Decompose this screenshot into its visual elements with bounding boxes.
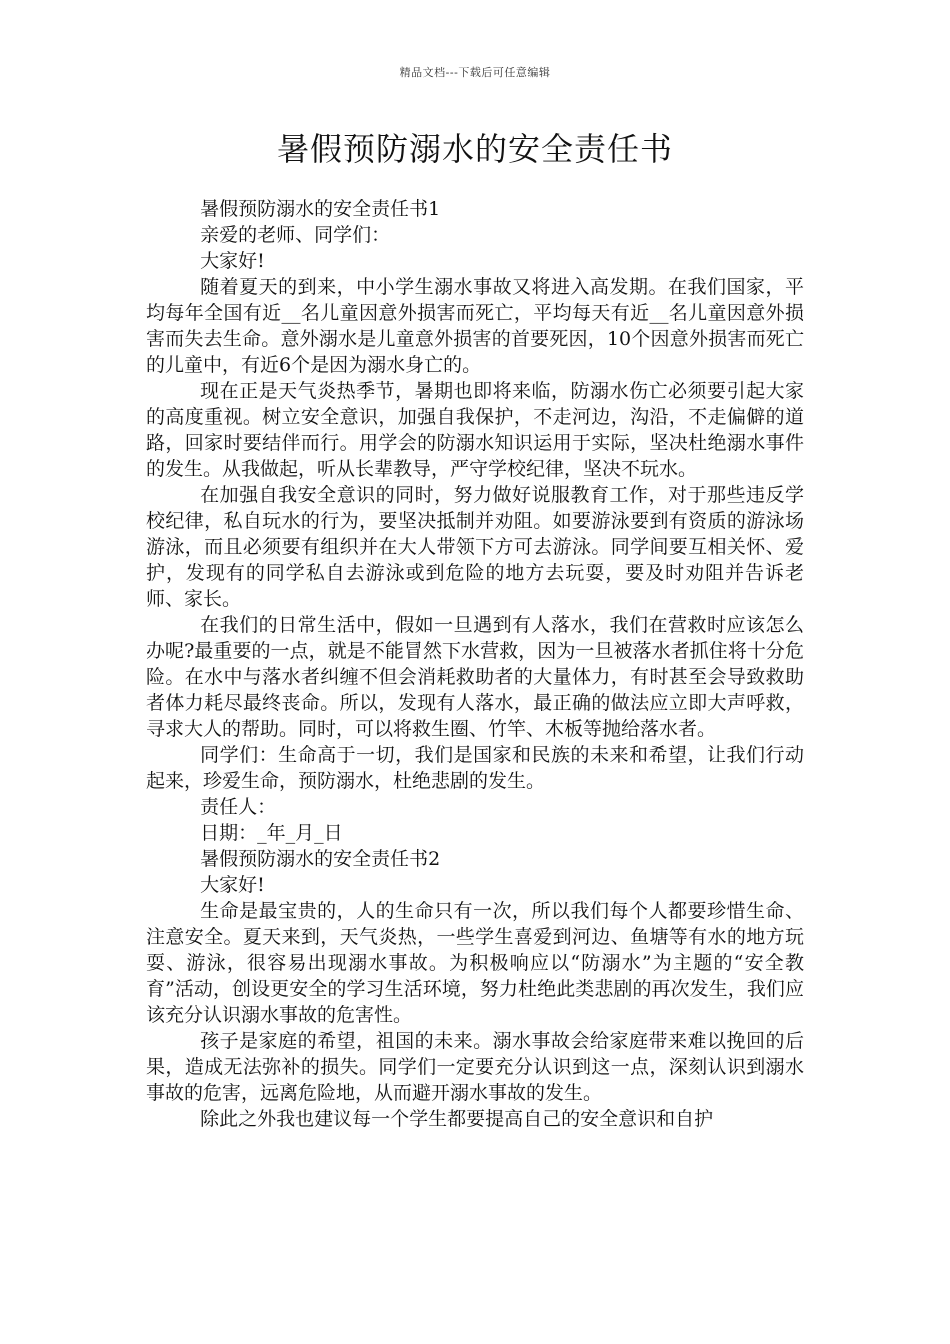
- paragraph: 现在正是天气炎热季节，暑期也即将来临，防溺水伤亡必须要引起大家的高度重视。树立安全意识，加强自我保护，不走河边，沟沿，不走偏僻的道路，回家时要结伴而行。用学会的防溺水知识运用于实际，坚决杜绝溺水事件的发生。从我做起，听从长辈教导，严守学校纪律，坚决不玩水。: [146, 380, 804, 480]
- section-heading-2: 暑假预防溺水的安全责任书2: [200, 848, 441, 870]
- section-heading-1: 暑假预防溺水的安全责任书1: [200, 198, 441, 220]
- paragraph: 同学们：生命高于一切，我们是国家和民族的未来和希望，让我们行动起来，珍爱生命，预防溺水，杜绝悲剧的发生。: [146, 744, 804, 792]
- paragraph: 随着夏天的到来，中小学生溺水事故又将进入高发期。在我们国家，平均每年全国有近__名儿童因意外损害而死亡，平均每天有近__名儿童因意外损害而失去生命。意外溺水是儿童意外损害的首要死因，10个因意外损害而死亡的儿童中，有近6个是因为溺水身亡的。: [146, 276, 804, 376]
- greeting: 大家好!: [200, 250, 265, 272]
- paragraph: 在加强自我安全意识的同时，努力做好说服教育工作，对于那些违反学校纪律，私自玩水的行为，要坚决抵制并劝阻。如要游泳要到有资质的游泳场游泳，而且必须要有组织并在大人带领下方可去游泳。同学间要互相关怀、爱护，发现有的同学私自去游泳或到危险的地方去玩耍，要及时劝阻并告诉老师、家长。: [146, 484, 804, 610]
- date-line: 日期：_年_月_日: [200, 822, 343, 844]
- paragraph: 孩子是家庭的希望，祖国的未来。溺水事故会给家庭带来难以挽回的后果，造成无法弥补的损失。同学们一定要充分认识到这一点，深刻认识到溺水事故的危害，远离危险地，从而避开溺水事故的发生。: [146, 1030, 804, 1104]
- responsible-person-line: 责任人：: [200, 796, 277, 818]
- page-header: 精品文档---下载后可任意编辑: [399, 66, 551, 79]
- document-body: [146, 196, 804, 1132]
- paragraph: 生命是最宝贵的，人的生命只有一次，所以我们每个人都要珍惜生命、注意安全。夏天来到，天气炎热，一些学生喜爱到河边、鱼塘等有水的地方玩耍、游泳，很容易出现溺水事故。为积极响应以“防溺水”为主题的“安全教育”活动，创设更安全的学习生活环境，努力杜绝此类悲剧的再次发生，我们应该充分认识溺水事故的危害性。: [146, 900, 804, 1026]
- greeting: 大家好!: [200, 874, 265, 896]
- salutation: 亲爱的老师、同学们：: [200, 224, 391, 246]
- paragraph: 除此之外我也建议每一个学生都要提高自己的安全意识和自护: [200, 1108, 714, 1130]
- paragraph: 在我们的日常生活中，假如一旦遇到有人落水，我们在营救时应该怎么办呢?最重要的一点，就是不能冒然下水营救，因为一旦被落水者抓住将十分危险。在水中与落水者纠缠不但会消耗救助者的大量体力，有时甚至会导致救助者体力耗尽最终丧命。所以，发现有人落水，最正确的做法应立即大声呼救，寻求大人的帮助。同时，可以将救生圈、竹竿、木板等抛给落水者。: [146, 614, 804, 740]
- document-title: 暑假预防溺水的安全责任书: [276, 130, 673, 168]
